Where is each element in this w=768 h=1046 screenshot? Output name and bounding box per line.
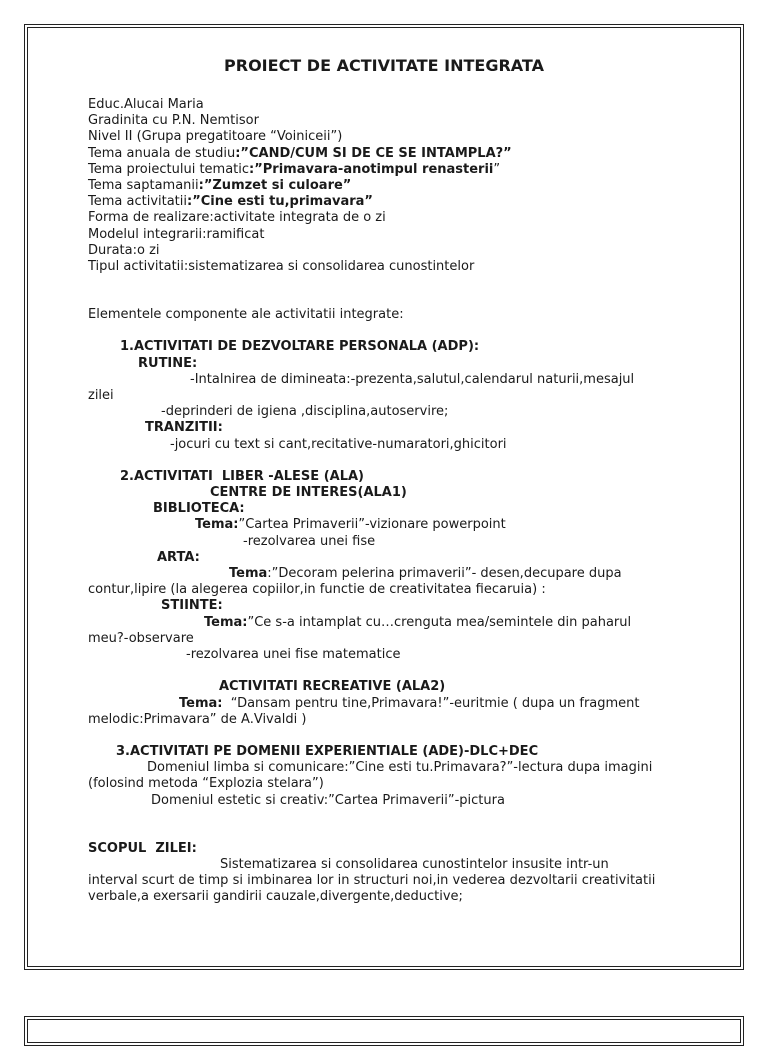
arta-tema-label: Tema: [229, 566, 268, 582]
scope-line-3: verbale,a exersarii gandirii cauzale,divergente,deductive;: [88, 889, 463, 905]
ade-dlc-wrap: (folosind metoda “Explozia stelara”): [88, 776, 324, 792]
arta-label: ARTA:: [157, 549, 200, 565]
ala-heading: 2.ACTIVITATI LIBER -ALESE (ALA): [120, 468, 364, 484]
next-page-border: [24, 1016, 744, 1046]
week-theme-value: :”Zumzet si culoare”: [198, 178, 352, 194]
activity-theme-value: :”Cine esti tu,primavara”: [187, 194, 373, 210]
intro-line: Elementele componente ale activitatii integrate:: [88, 307, 404, 323]
duration-line: Durata:o zi: [88, 242, 160, 258]
rutine-line-1: -Intalnirea de dimineata:-prezenta,salutul,calendarul naturii,mesajul: [190, 371, 635, 387]
document-title: PROIECT DE ACTIVITATE INTEGRATA: [224, 56, 544, 75]
stiinte-tema-wrap: meu?-observare: [88, 630, 194, 646]
scope-line-2: interval scurt de timp si imbinarea lor in structuri noi,in vederea dezvoltarii creativitatii: [88, 873, 656, 889]
rutine-label: RUTINE:: [138, 355, 198, 371]
stiinte-tema-line: [88, 615, 688, 631]
recreative-tema-wrap: melodic:Primavara” de A.Vivaldi ): [88, 711, 307, 727]
recreative-heading: ACTIVITATI RECREATIVE (ALA2): [219, 679, 446, 695]
activity-theme-label: Tema activitatii: [88, 194, 188, 210]
type-line: Tipul activitatii:sistematizarea si consolidarea cunostintelor: [88, 259, 475, 275]
educator-line: Educ.Alucai Maria: [88, 97, 204, 112]
project-theme-line: [88, 162, 688, 178]
recreative-tema-text: “Dansam pentru tine,Primavara!”-euritmie ( dupa un fragment: [222, 695, 640, 711]
stiinte-tema-text: ”Ce s-a intamplat cu…crenguta mea/semintele din paharul: [247, 614, 632, 630]
recreative-tema-label: Tema:: [179, 695, 223, 711]
form-line: Forma de realizare:activitate integrata de o zi: [88, 210, 386, 226]
biblioteca-line-2: -rezolvarea unei fise: [243, 533, 376, 549]
ala-centre-heading: CENTRE DE INTERES(ALA1): [210, 485, 407, 501]
stiinte-line-2: -rezolvarea unei fise matematice: [186, 647, 401, 663]
arta-tema-text: :”Decoram pelerina primaverii”- desen,decupare dupa: [267, 566, 622, 582]
annual-theme-value: :”CAND/CUM SI DE CE SE INTAMPLA?”: [235, 145, 512, 161]
scope-line-1: Sistematizarea si consolidarea cunostintelor insusite intr-un: [220, 856, 609, 872]
stiinte-tema-label: Tema:: [204, 614, 248, 630]
ade-heading: 3.ACTIVITATI PE DOMENII EXPERIENTIALE (ADE)-DLC+DEC: [116, 743, 539, 759]
biblioteca-label: BIBLIOTECA:: [153, 501, 245, 517]
annual-theme-line: [88, 146, 688, 162]
tranzitii-line: -jocuri cu text si cant,recitative-numaratori,ghicitori: [170, 436, 507, 452]
ade-dlc-line: Domeniul limba si comunicare:”Cine esti tu.Primavara?”-lectura dupa imagini: [147, 760, 653, 776]
rutine-line-2: -deprinderi de igiena ,disciplina,autoservire;: [161, 404, 449, 420]
project-theme-value: :”Primavara-anotimpul renasterii: [249, 161, 494, 177]
activity-theme-line: [88, 194, 688, 210]
document-body: [88, 56, 688, 906]
tranzitii-label: TRANZITII:: [145, 420, 223, 436]
project-theme-tail: ”: [493, 161, 501, 177]
week-theme-line: [88, 178, 688, 194]
week-theme-label: Tema saptamanii: [88, 178, 199, 194]
stiinte-label: STIINTE:: [161, 598, 223, 614]
kindergarten-line: Gradinita cu P.N. Nemtisor: [88, 113, 259, 129]
arta-tema-line: [88, 566, 688, 582]
biblioteca-tema-line: [88, 517, 688, 533]
biblioteca-tema-label: Tema:: [195, 517, 239, 533]
project-theme-label: Tema proiectului tematic: [88, 161, 250, 177]
rutine-line-1-wrap: zilei: [88, 388, 114, 404]
ade-dec-line: Domeniul estetic si creativ:”Cartea Primaverii”-pictura: [151, 792, 505, 808]
scope-heading: SCOPUL ZILEI:: [88, 840, 197, 856]
biblioteca-tema-text: ”Cartea Primaverii”-vizionare powerpoint: [238, 517, 506, 533]
adp-heading: 1.ACTIVITATI DE DEZVOLTARE PERSONALA (ADP):: [120, 339, 480, 355]
annual-theme-label: Tema anuala de studiu: [88, 145, 236, 161]
model-line: Modelul integrarii:ramificat: [88, 226, 265, 242]
level-line: Nivel II (Grupa pregatitoare “Voiniceii”): [88, 129, 343, 145]
recreative-tema-line: [88, 696, 688, 712]
arta-tema-wrap: contur,lipire (la alegerea copiilor,in functie de creativitatea fiecaruia) :: [88, 582, 546, 598]
